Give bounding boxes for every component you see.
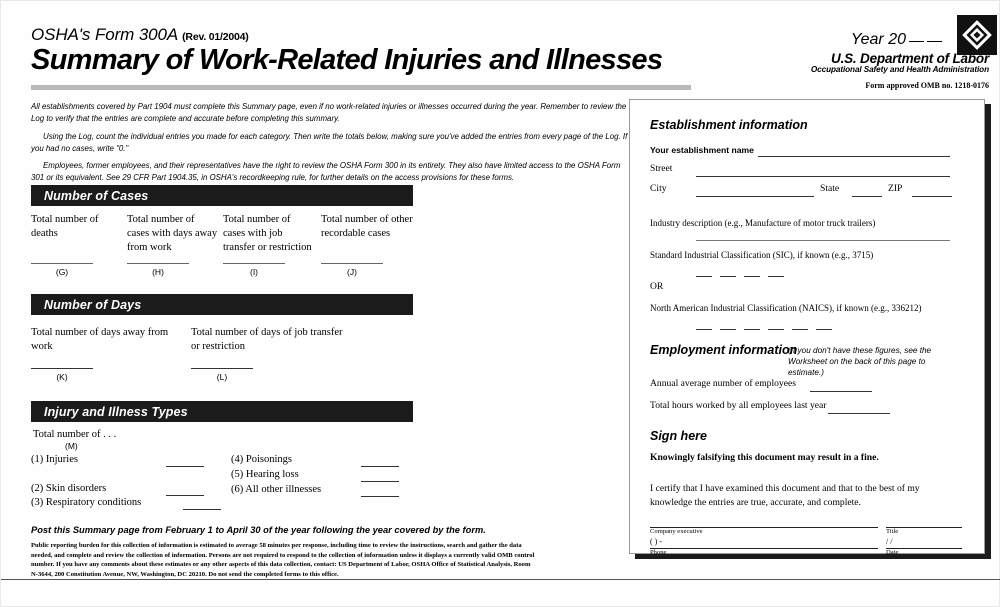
sic-digit-2[interactable] xyxy=(720,276,736,277)
case-blank-j[interactable] xyxy=(321,263,383,264)
dol-seal-icon xyxy=(957,15,997,55)
falsification-warning: Knowingly falsifying this document may result in a fine. xyxy=(650,452,879,463)
type-blank-hearing-loss[interactable] xyxy=(361,481,399,482)
case-blank-h[interactable] xyxy=(127,263,189,264)
agency-name: Occupational Safety and Health Administration xyxy=(810,65,989,74)
instruction-paragraph-2: Using the Log, count the individual entries you made for each category. Then write the totals below, making sure you've added the entries from every page of the Log. If you had no cases, write "0." xyxy=(31,131,628,153)
establishment-heading: Establishment information xyxy=(650,118,808,132)
type-blank-respiratory[interactable] xyxy=(183,509,221,510)
naics-digit-6[interactable] xyxy=(816,329,832,330)
day-label-job-transfer: Total number of days of job transfer or restriction xyxy=(191,327,343,352)
type-label-all-other-illnesses: (6) All other illnesses xyxy=(231,484,322,495)
paperwork-burden-statement: Public reporting burden for this collection of information is estimated to average 58 minutes per response, including time to review the instructions, search and gather the data needed, and complete and review the collection of information. Persons are not required to respond to the collection of information unless it displays a currently valid OMB control number. If you have any comments about these estimates or any other aspects of this data collection, contact: US Department of Labor, OSHA Office of Statistical Analysis, Room N-3644, 200 Constitution Avenue, NW, Washington, DC 20210. Do not send the completed forms to this office. xyxy=(31,542,535,578)
type-blank-poisonings[interactable] xyxy=(361,466,399,467)
year-blank-1[interactable] xyxy=(909,41,924,42)
type-label-respiratory: (3) Respiratory conditions xyxy=(31,497,142,508)
city-input[interactable] xyxy=(696,196,814,197)
case-letter-h: (H) xyxy=(152,267,164,277)
type-label-poisonings: (4) Poisonings xyxy=(231,454,292,465)
state-label: State xyxy=(820,183,840,194)
establishment-information-panel xyxy=(629,99,985,554)
section-header-injury-illness-types xyxy=(31,401,413,422)
type-blank-injuries[interactable] xyxy=(166,466,204,467)
page-title: Summary of Work-Related Injuries and Illnesses xyxy=(31,44,663,76)
section-header-number-of-days xyxy=(31,294,413,315)
day-letter-l: (L) xyxy=(216,372,228,382)
omb-number: Form approved OMB no. 1218-0176 xyxy=(865,81,989,90)
naics-digit-5[interactable] xyxy=(792,329,808,330)
sic-digit-3[interactable] xyxy=(744,276,760,277)
case-letter-i: (I) xyxy=(249,267,259,277)
sic-digit-4[interactable] xyxy=(768,276,784,277)
department-name: U.S. Department of Labor xyxy=(831,51,989,66)
section-title-cases: Number of Cases xyxy=(44,188,149,203)
type-label-skin-disorders: (2) Skin disorders xyxy=(31,483,107,494)
types-letter-m: (M) xyxy=(65,441,78,451)
year-label: Year 20 xyxy=(850,31,906,48)
street-label: Street xyxy=(650,163,673,174)
year-field[interactable] xyxy=(851,31,942,49)
industry-description-input[interactable] xyxy=(696,240,950,241)
naics-digit-3[interactable] xyxy=(744,329,760,330)
date-label: Date xyxy=(886,549,899,556)
instruction-paragraph-3: Employees, former employees, and their representatives have the right to review the OSHA Form 300 in its entirety. They also have limited access to the OSHA Form 301 or its equivalent. See 29 CFR Part 1904.35, in OSHA's recordkeeping rule, for further details on the access provisions for these forms. xyxy=(31,161,621,183)
avg-employees-label: Annual average number of employees xyxy=(650,378,796,389)
case-label-days-away: Total number of cases with days away from work xyxy=(127,214,218,253)
form-identifier xyxy=(31,25,249,45)
naics-digit-2[interactable] xyxy=(720,329,736,330)
phone-format-hint: ( ) - xyxy=(650,537,662,546)
posting-instruction: Post this Summary page from February 1 to April 30 of the year following the year covered by the form. xyxy=(31,525,486,535)
zip-input[interactable] xyxy=(912,196,952,197)
case-blank-i[interactable] xyxy=(223,263,285,264)
date-format-hint: / / xyxy=(886,537,893,546)
city-label: City xyxy=(650,183,667,194)
day-blank-k[interactable] xyxy=(31,368,93,369)
title-label: Title xyxy=(886,528,899,535)
sic-label: Standard Industrial Classification (SIC), if known (e.g., 3715) xyxy=(650,250,874,260)
certification-statement: I certify that I have examined this document and that to the best of my knowledge the entries are true, accurate, and complete. xyxy=(650,483,920,509)
case-label-deaths: Total number of deaths xyxy=(31,214,99,239)
case-label-other: Total number of other recordable cases xyxy=(321,214,413,239)
employment-heading: Employment information xyxy=(650,343,798,357)
day-label-away-from-work: Total number of days away from work xyxy=(31,327,169,352)
establishment-name-input[interactable] xyxy=(758,156,950,157)
industry-description-label: Industry description (e.g., Manufacture of motor truck trailers) xyxy=(650,218,876,228)
employment-heading-note: (If you don't have these figures, see the Worksheet on the back of this page to estimate.) xyxy=(788,346,932,378)
type-blank-skin-disorders[interactable] xyxy=(166,495,204,496)
day-letter-k: (K) xyxy=(56,372,68,382)
types-total-label: Total number of . . . xyxy=(33,429,117,440)
total-hours-input[interactable] xyxy=(828,413,890,414)
case-letter-j: (J) xyxy=(347,267,357,277)
instruction-paragraph-1: All establishments covered by Part 1904 must complete this Summary page, even if no work-related injuries or illnesses occurred during the year. Remember to review the Log to verify that the entries are complete and accurate before completing this summary. xyxy=(31,102,627,124)
form-revision: (Rev. 01/2004) xyxy=(182,31,249,43)
type-label-hearing-loss: (5) Hearing loss xyxy=(231,469,299,480)
instructions-block xyxy=(31,101,631,190)
case-label-job-transfer: Total number of cases with job transfer or restriction xyxy=(223,214,312,253)
company-executive-label: Company executive xyxy=(650,528,703,535)
section-header-number-of-cases xyxy=(31,185,413,206)
case-letter-g: (G) xyxy=(55,267,69,277)
phone-label: Phone xyxy=(650,549,667,556)
naics-digit-4[interactable] xyxy=(768,329,784,330)
type-label-injuries: (1) Injuries xyxy=(31,454,78,465)
sic-digit-1[interactable] xyxy=(696,276,712,277)
year-blank-2[interactable] xyxy=(927,41,942,42)
type-blank-all-other-illnesses[interactable] xyxy=(361,496,399,497)
total-hours-label: Total hours worked by all employees last year xyxy=(650,400,827,411)
day-blank-l[interactable] xyxy=(191,368,253,369)
avg-employees-input[interactable] xyxy=(810,391,872,392)
phone-input[interactable] xyxy=(650,548,878,549)
section-title-types: Injury and Illness Types xyxy=(44,404,188,419)
naics-digit-1[interactable] xyxy=(696,329,712,330)
section-title-days: Number of Days xyxy=(44,297,142,312)
or-separator: OR xyxy=(650,281,664,292)
case-blank-g[interactable] xyxy=(31,263,93,264)
zip-label: ZIP xyxy=(888,183,903,194)
street-input[interactable] xyxy=(696,176,950,177)
header-divider xyxy=(31,85,691,90)
naics-label: North American Industrial Classification (NAICS), if known (e.g., 336212) xyxy=(650,303,922,313)
state-input[interactable] xyxy=(852,196,882,197)
sign-here-heading: Sign here xyxy=(650,429,707,443)
page-bottom-divider xyxy=(1,579,1000,580)
form-number: OSHA's Form 300A xyxy=(31,25,178,44)
establishment-name-label: Your establishment name xyxy=(650,145,754,155)
